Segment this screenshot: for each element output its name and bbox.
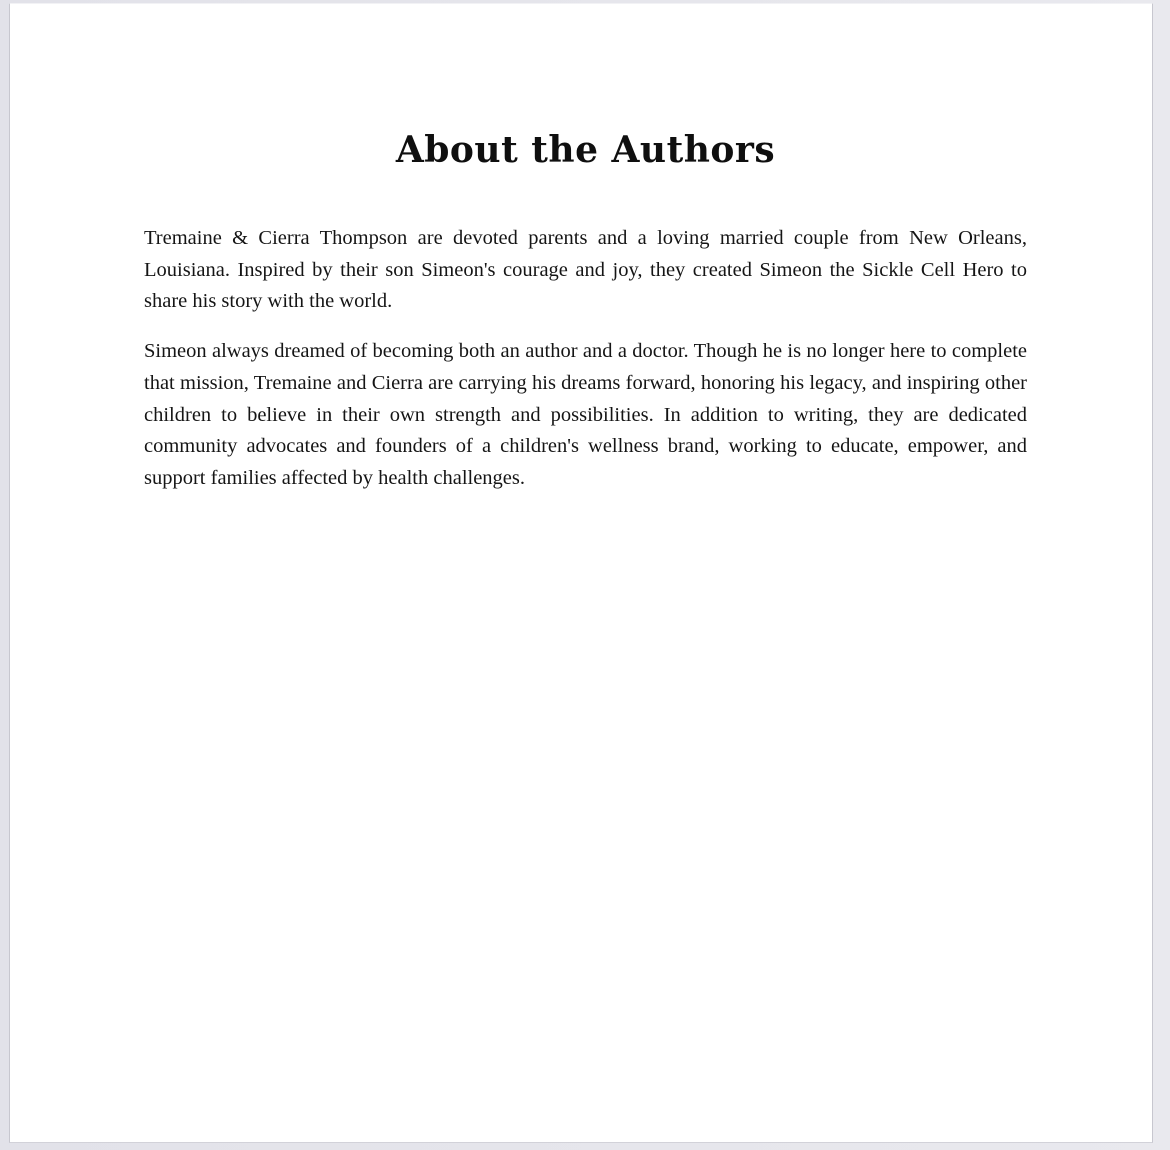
paragraph-simeon-legacy: Simeon always dreamed of becoming both an author and a doctor. Though he is no longer here to complete that mission, Tremaine and Cierra are carrying his dreams forward, honoring his legacy, and inspiring other children to believe in their own strength and possibilities. In addition to writing, they are dedicated community advocates and founders of a children's wellness brand, working to educate, empower, and support families affected by health challenges. <box>144 340 1027 489</box>
page-title: About the Authors <box>395 129 776 171</box>
page-content <box>10 4 1152 495</box>
document-page <box>9 3 1153 1143</box>
paragraph-authors-intro: Tremaine & Cierra Thompson are devoted parents and a loving married couple from New Orleans, Louisiana. Inspired by their son Simeon's courage and joy, they created Simeon the Sickle Cell Hero to share his story with the world. <box>144 227 1027 313</box>
